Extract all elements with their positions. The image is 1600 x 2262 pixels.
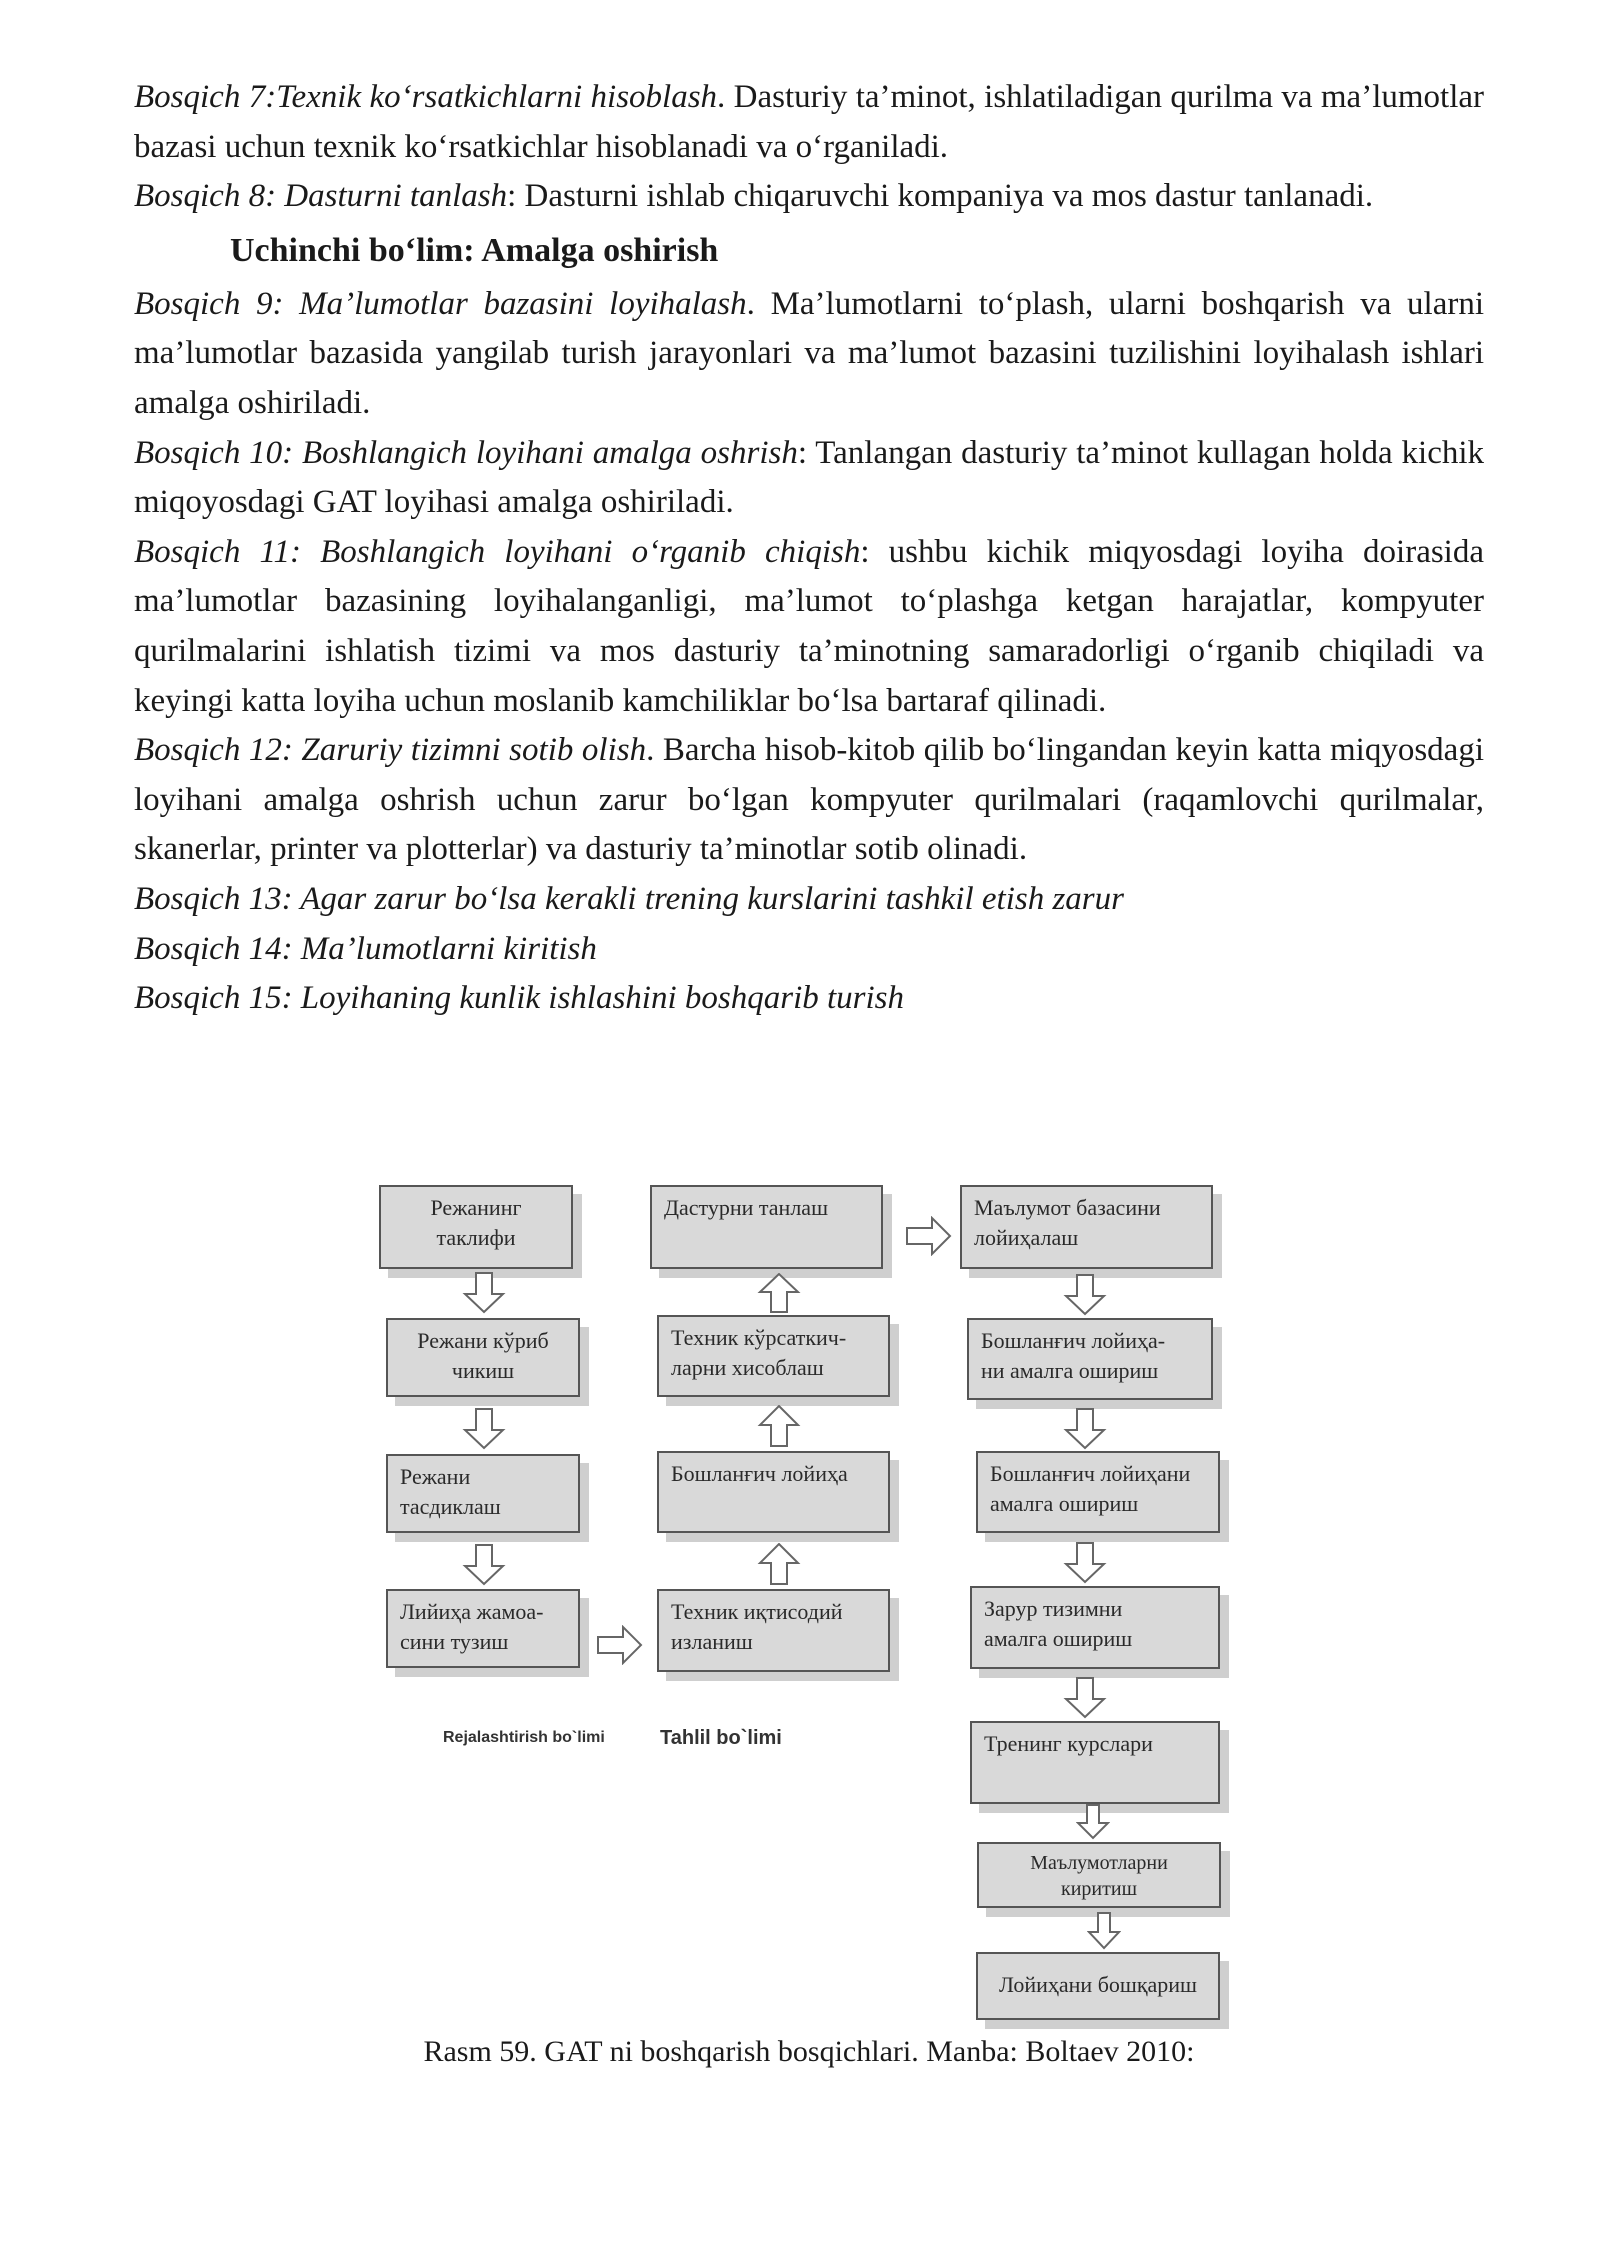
label-planning-section: Rejalashtirish bo`limi <box>443 1729 605 1746</box>
flow-box-feasibility-study: Техник иқтисодий изланиш <box>657 1589 890 1672</box>
flow-box-technical-indicators: Техник кўрсаткич- ларни хисоблаш <box>657 1315 890 1397</box>
flow-box-training-courses: Тренинг курслари <box>970 1721 1220 1804</box>
flow-box-project-management: Лойиҳани бошқариш <box>976 1952 1220 2020</box>
flow-box-pilot-project: Бошланғич лойиҳа <box>657 1451 890 1533</box>
up-arrow-icon <box>757 1273 801 1313</box>
step-description: : Tanlangan dasturiy ta’minot kullagan holda kichik miqoyosdagi GAT loyihasi amalga oshiriladi. <box>134 434 1485 521</box>
down-arrow-icon <box>462 1272 506 1314</box>
step-description: . Dasturiy ta’minot, ishlatiladigan qurilma va ma’lumotlar bazasi uchun texnik ko‘rsatkichlar hisoblanadi va o‘rganiladi. <box>134 79 1485 165</box>
section-heading: Uchinchi bo‘lim: Amalga oshirish <box>230 231 719 269</box>
flow-box-system-implementation: Зарур тизимни амалга ошириш <box>970 1586 1220 1669</box>
flow-box-data-entry: Маълумотларни киритиш <box>977 1842 1221 1908</box>
flow-box-project-team: Лийиҳа жамоа- сини тузиш <box>386 1589 580 1668</box>
down-arrow-icon <box>1063 1677 1107 1719</box>
paragraph-bosqich-11 <box>134 528 1484 726</box>
down-arrow-icon <box>1063 1408 1107 1450</box>
step-title: Bosqich 15: Loyihaning kunlik ishlashini boshqarib turish <box>134 980 905 1017</box>
step-title: Bosqich 12: Zaruriy tizimni sotib olish <box>134 732 647 769</box>
step-description: : Dasturni ishlab chiqaruvchi kompaniya va mos dastur tanlanadi. <box>507 178 1374 215</box>
flow-box-database-design: Маълумот базасини лойиҳалаш <box>960 1185 1213 1269</box>
down-arrow-icon <box>462 1544 506 1586</box>
paragraph-bosqich-8 <box>134 172 1484 222</box>
step-description: . Ma’lumotlarni to‘plash, ularni boshqarish va ularni ma’lumotlar bazasida yangilab turish jarayonlari va ma’lumot bazasini tuzilishini loyihalash ishlari amalga oshiriladi. <box>134 285 1485 421</box>
down-arrow-icon <box>1076 1804 1110 1840</box>
up-arrow-icon <box>757 1543 801 1585</box>
body-text <box>134 73 1484 1024</box>
flow-box-proposal: Режанинг таклифи <box>379 1185 573 1269</box>
paragraph-bosqich-13 <box>134 875 1484 925</box>
flow-box-plan-approval: Режани тасдиклаш <box>386 1454 580 1533</box>
step-title: Bosqich 9: Ma’lumotlar bazasini loyihalash <box>134 285 747 322</box>
step-title: Bosqich 10: Boshlangich loyihani amalga oshrish <box>134 434 798 471</box>
paragraph-bosqich-9 <box>134 280 1484 429</box>
flow-box-software-selection: Дастурни танлаш <box>650 1185 883 1269</box>
step-title: Bosqich 7:Texnik ko‘rsatkichlarni hisoblash <box>134 79 718 115</box>
down-arrow-icon <box>1063 1274 1107 1316</box>
flow-box-pilot-implementation: Бошланғич лойиҳа- ни амалга ошириш <box>967 1318 1213 1400</box>
step-title: Bosqich 8: Dasturni tanlash <box>134 178 508 215</box>
right-arrow-icon <box>597 1625 643 1665</box>
paragraph-bosqich-10 <box>134 429 1484 528</box>
down-arrow-icon <box>1087 1912 1121 1950</box>
label-analysis-section: Tahlil bo`limi <box>660 1727 782 1749</box>
step-title: Bosqich 13: Agar zarur bo‘lsa kerakli trening kurslarini tashkil etish zarur <box>134 880 1124 917</box>
down-arrow-icon <box>462 1408 506 1450</box>
flow-box-plan-review: Режани кўриб чикиш <box>386 1318 580 1397</box>
step-title: Bosqich 14: Ma’lumotlarni kiritish <box>134 930 597 967</box>
paragraph-bosqich-14 <box>134 925 1484 975</box>
step-description: . Barcha hisob-kitob qilib bo‘lingandan keyin katta miqyosdagi loyihani amalga oshrish uchun zarur bo‘lgan kompyuter qurilmalari (raqamlovchi qurilmalar, skanerlar, printer va plotterlar) va dasturiy ta’minotlar sotib olinadi. <box>134 732 1484 868</box>
paragraph-bosqich-12 <box>134 726 1484 875</box>
step-description: : ushbu kichik miqyosdagi loyiha doirasida ma’lumotlar bazasining loyihalanganligi, ma’lumot to‘plashga ketgan harajatlar, kompyuter qurilmalarini ishlatish tizimi va mos dasturiy ta’minotning samaradorligi o‘rganib chiqiladi va keyingi katta loyiha uchun moslanib kamchiliklar bo‘lsa bartaraf qilinadi. <box>134 533 1484 719</box>
up-arrow-icon <box>757 1405 801 1447</box>
flow-box-pilot-review: Бошланғич лойиҳани амалга ошириш <box>976 1451 1220 1533</box>
paragraph-bosqich-7 <box>134 73 1484 172</box>
right-arrow-icon <box>906 1216 952 1256</box>
step-title: Bosqich 11: Boshlangich loyihani o‘rganib chiqish <box>134 533 861 570</box>
down-arrow-icon <box>1063 1542 1107 1584</box>
paragraph-bosqich-15 <box>134 974 1484 1024</box>
figure-caption: Rasm 59. GAT ni boshqarish bosqichlari. Manba: Boltaev 2010: <box>423 2035 1195 2068</box>
